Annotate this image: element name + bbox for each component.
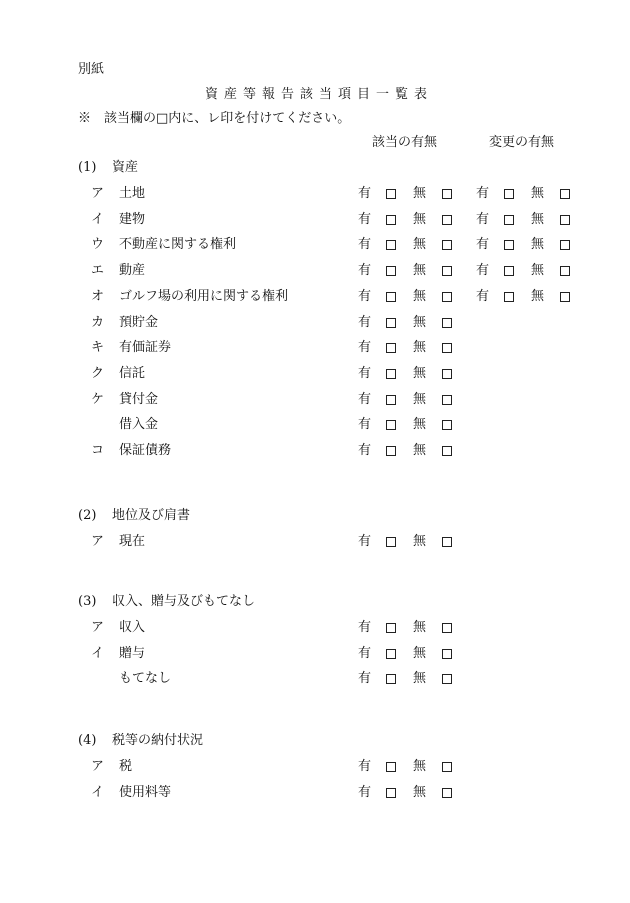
applicable-yes-label: 有 (358, 620, 372, 635)
applicable-yes-label: 有 (358, 443, 372, 458)
item-row (0, 646, 630, 662)
item-row (0, 620, 630, 636)
applicable-yes-label: 有 (358, 646, 372, 661)
change-yes-label: 有 (476, 263, 490, 278)
applicable-yes-label: 有 (358, 340, 372, 355)
section-title: 税等の納付状況 (112, 733, 204, 748)
item-label: 信託 (119, 366, 146, 381)
applicable-yes-checkbox[interactable] (386, 420, 396, 430)
item-row (0, 759, 630, 775)
applicable-yes-checkbox[interactable] (386, 343, 396, 353)
applicable-yes-label: 有 (358, 237, 372, 252)
applicable-no-label: 無 (413, 417, 427, 432)
applicable-no-checkbox[interactable] (442, 420, 452, 430)
item-row (0, 392, 630, 408)
applicable-no-label: 無 (413, 646, 427, 661)
column-header-change: 変更の有無 (489, 135, 555, 150)
change-yes-checkbox[interactable] (504, 189, 514, 199)
applicable-yes-label: 有 (358, 366, 372, 381)
item-label: ゴルフ場の利用に関する権利 (119, 289, 289, 304)
applicable-yes-checkbox[interactable] (386, 215, 396, 225)
applicable-yes-label: 有 (358, 671, 372, 686)
applicable-no-checkbox[interactable] (442, 369, 452, 379)
item-row (0, 263, 630, 279)
item-row (0, 785, 630, 801)
applicable-no-checkbox[interactable] (442, 649, 452, 659)
applicable-no-checkbox[interactable] (442, 318, 452, 328)
applicable-yes-label: 有 (358, 263, 372, 278)
item-label: 使用料等 (119, 785, 172, 800)
applicable-no-label: 無 (413, 443, 427, 458)
item-marker: コ (91, 443, 105, 458)
change-yes-label: 有 (476, 186, 490, 201)
applicable-no-label: 無 (413, 186, 427, 201)
item-row (0, 366, 630, 382)
applicable-yes-checkbox[interactable] (386, 318, 396, 328)
applicable-yes-checkbox[interactable] (386, 446, 396, 456)
applicable-yes-label: 有 (358, 759, 372, 774)
applicable-no-checkbox[interactable] (442, 623, 452, 633)
item-label: 土地 (119, 186, 146, 201)
applicable-no-label: 無 (413, 237, 427, 252)
item-row (0, 315, 630, 331)
item-marker: カ (91, 315, 105, 330)
item-label: 贈与 (119, 646, 146, 661)
applicable-no-checkbox[interactable] (442, 292, 452, 302)
applicable-yes-label: 有 (358, 212, 372, 227)
applicable-yes-label: 有 (358, 785, 372, 800)
change-no-checkbox[interactable] (560, 292, 570, 302)
section-heading (78, 594, 255, 610)
item-marker: ア (91, 620, 105, 635)
item-label: 現在 (119, 534, 146, 549)
section-number: (1) (78, 160, 97, 175)
change-no-label: 無 (531, 289, 545, 304)
item-row (0, 534, 630, 550)
applicable-no-checkbox[interactable] (442, 343, 452, 353)
change-yes-checkbox[interactable] (504, 215, 514, 225)
section-heading (78, 733, 203, 749)
item-row (0, 289, 630, 305)
change-no-label: 無 (531, 212, 545, 227)
item-marker: イ (91, 785, 105, 800)
section-title: 資産 (112, 160, 139, 175)
item-marker: キ (91, 340, 105, 355)
applicable-no-label: 無 (413, 340, 427, 355)
section-title: 収入、贈与及びもてなし (112, 594, 256, 609)
applicable-yes-label: 有 (358, 417, 372, 432)
applicable-no-label: 無 (413, 212, 427, 227)
column-header-applicable: 該当の有無 (372, 135, 438, 150)
item-marker: ク (91, 366, 105, 381)
applicable-yes-checkbox[interactable] (386, 189, 396, 199)
applicable-no-label: 無 (413, 534, 427, 549)
document-title: 資産等報告該当項目一覧表 (205, 87, 434, 102)
applicable-yes-checkbox[interactable] (386, 266, 396, 276)
applicable-no-label: 無 (413, 289, 427, 304)
item-row (0, 237, 630, 253)
change-yes-checkbox[interactable] (504, 266, 514, 276)
item-row (0, 671, 630, 687)
applicable-no-label: 無 (413, 759, 427, 774)
item-label: 税 (119, 759, 133, 774)
item-row (0, 417, 630, 433)
applicable-no-checkbox[interactable] (442, 537, 452, 547)
item-marker: ウ (91, 237, 105, 252)
applicable-yes-checkbox[interactable] (386, 649, 396, 659)
applicable-yes-label: 有 (358, 289, 372, 304)
item-marker: ア (91, 759, 105, 774)
section-title: 地位及び肩書 (112, 508, 191, 523)
applicable-no-checkbox[interactable] (442, 240, 452, 250)
applicable-yes-checkbox[interactable] (386, 674, 396, 684)
applicable-no-label: 無 (413, 671, 427, 686)
applicable-no-label: 無 (413, 263, 427, 278)
change-no-checkbox[interactable] (560, 215, 570, 225)
change-no-checkbox[interactable] (560, 189, 570, 199)
item-row (0, 186, 630, 202)
applicable-yes-checkbox[interactable] (386, 788, 396, 798)
applicable-yes-label: 有 (358, 186, 372, 201)
item-marker: イ (91, 646, 105, 661)
applicable-no-checkbox[interactable] (442, 189, 452, 199)
item-label: 建物 (119, 212, 146, 227)
applicable-no-checkbox[interactable] (442, 215, 452, 225)
applicable-yes-label: 有 (358, 534, 372, 549)
applicable-no-checkbox[interactable] (442, 266, 452, 276)
section-heading (78, 160, 138, 176)
applicable-no-checkbox[interactable] (442, 446, 452, 456)
change-yes-label: 有 (476, 237, 490, 252)
change-no-label: 無 (531, 263, 545, 278)
item-label: 貸付金 (119, 392, 159, 407)
item-label: もてなし (119, 671, 172, 686)
item-marker: ア (91, 186, 105, 201)
item-label: 不動産に関する権利 (119, 237, 237, 252)
item-label: 有価証券 (119, 340, 172, 355)
attachment-label: 別紙 (78, 62, 105, 77)
item-label: 収入 (119, 620, 146, 635)
item-label: 借入金 (119, 417, 159, 432)
section-heading (78, 508, 190, 524)
item-marker: エ (91, 263, 105, 278)
instruction-text: ※ 該当欄の□内に、レ印を付けてください。 (78, 111, 351, 126)
applicable-no-checkbox[interactable] (442, 762, 452, 772)
change-yes-label: 有 (476, 289, 490, 304)
applicable-yes-label: 有 (358, 392, 372, 407)
applicable-yes-label: 有 (358, 315, 372, 330)
applicable-no-label: 無 (413, 785, 427, 800)
applicable-no-label: 無 (413, 392, 427, 407)
section-number: (4) (78, 733, 97, 748)
item-label: 保証債務 (119, 443, 172, 458)
change-no-label: 無 (531, 186, 545, 201)
change-no-checkbox[interactable] (560, 240, 570, 250)
item-row (0, 212, 630, 228)
applicable-no-checkbox[interactable] (442, 395, 452, 405)
item-label: 預貯金 (119, 315, 159, 330)
section-number: (2) (78, 508, 97, 523)
item-label: 動産 (119, 263, 146, 278)
applicable-yes-checkbox[interactable] (386, 762, 396, 772)
item-marker: オ (91, 289, 105, 304)
applicable-no-label: 無 (413, 620, 427, 635)
item-marker: イ (91, 212, 105, 227)
item-row (0, 443, 630, 459)
section-number: (3) (78, 594, 97, 609)
change-yes-checkbox[interactable] (504, 240, 514, 250)
applicable-yes-checkbox[interactable] (386, 292, 396, 302)
applicable-no-label: 無 (413, 315, 427, 330)
applicable-yes-checkbox[interactable] (386, 395, 396, 405)
item-marker: ア (91, 534, 105, 549)
applicable-no-checkbox[interactable] (442, 674, 452, 684)
change-yes-checkbox[interactable] (504, 292, 514, 302)
change-no-label: 無 (531, 237, 545, 252)
item-row (0, 340, 630, 356)
change-yes-label: 有 (476, 212, 490, 227)
applicable-no-label: 無 (413, 366, 427, 381)
applicable-yes-checkbox[interactable] (386, 537, 396, 547)
change-no-checkbox[interactable] (560, 266, 570, 276)
item-marker: ケ (91, 392, 105, 407)
applicable-yes-checkbox[interactable] (386, 369, 396, 379)
applicable-yes-checkbox[interactable] (386, 240, 396, 250)
applicable-no-checkbox[interactable] (442, 788, 452, 798)
applicable-yes-checkbox[interactable] (386, 623, 396, 633)
